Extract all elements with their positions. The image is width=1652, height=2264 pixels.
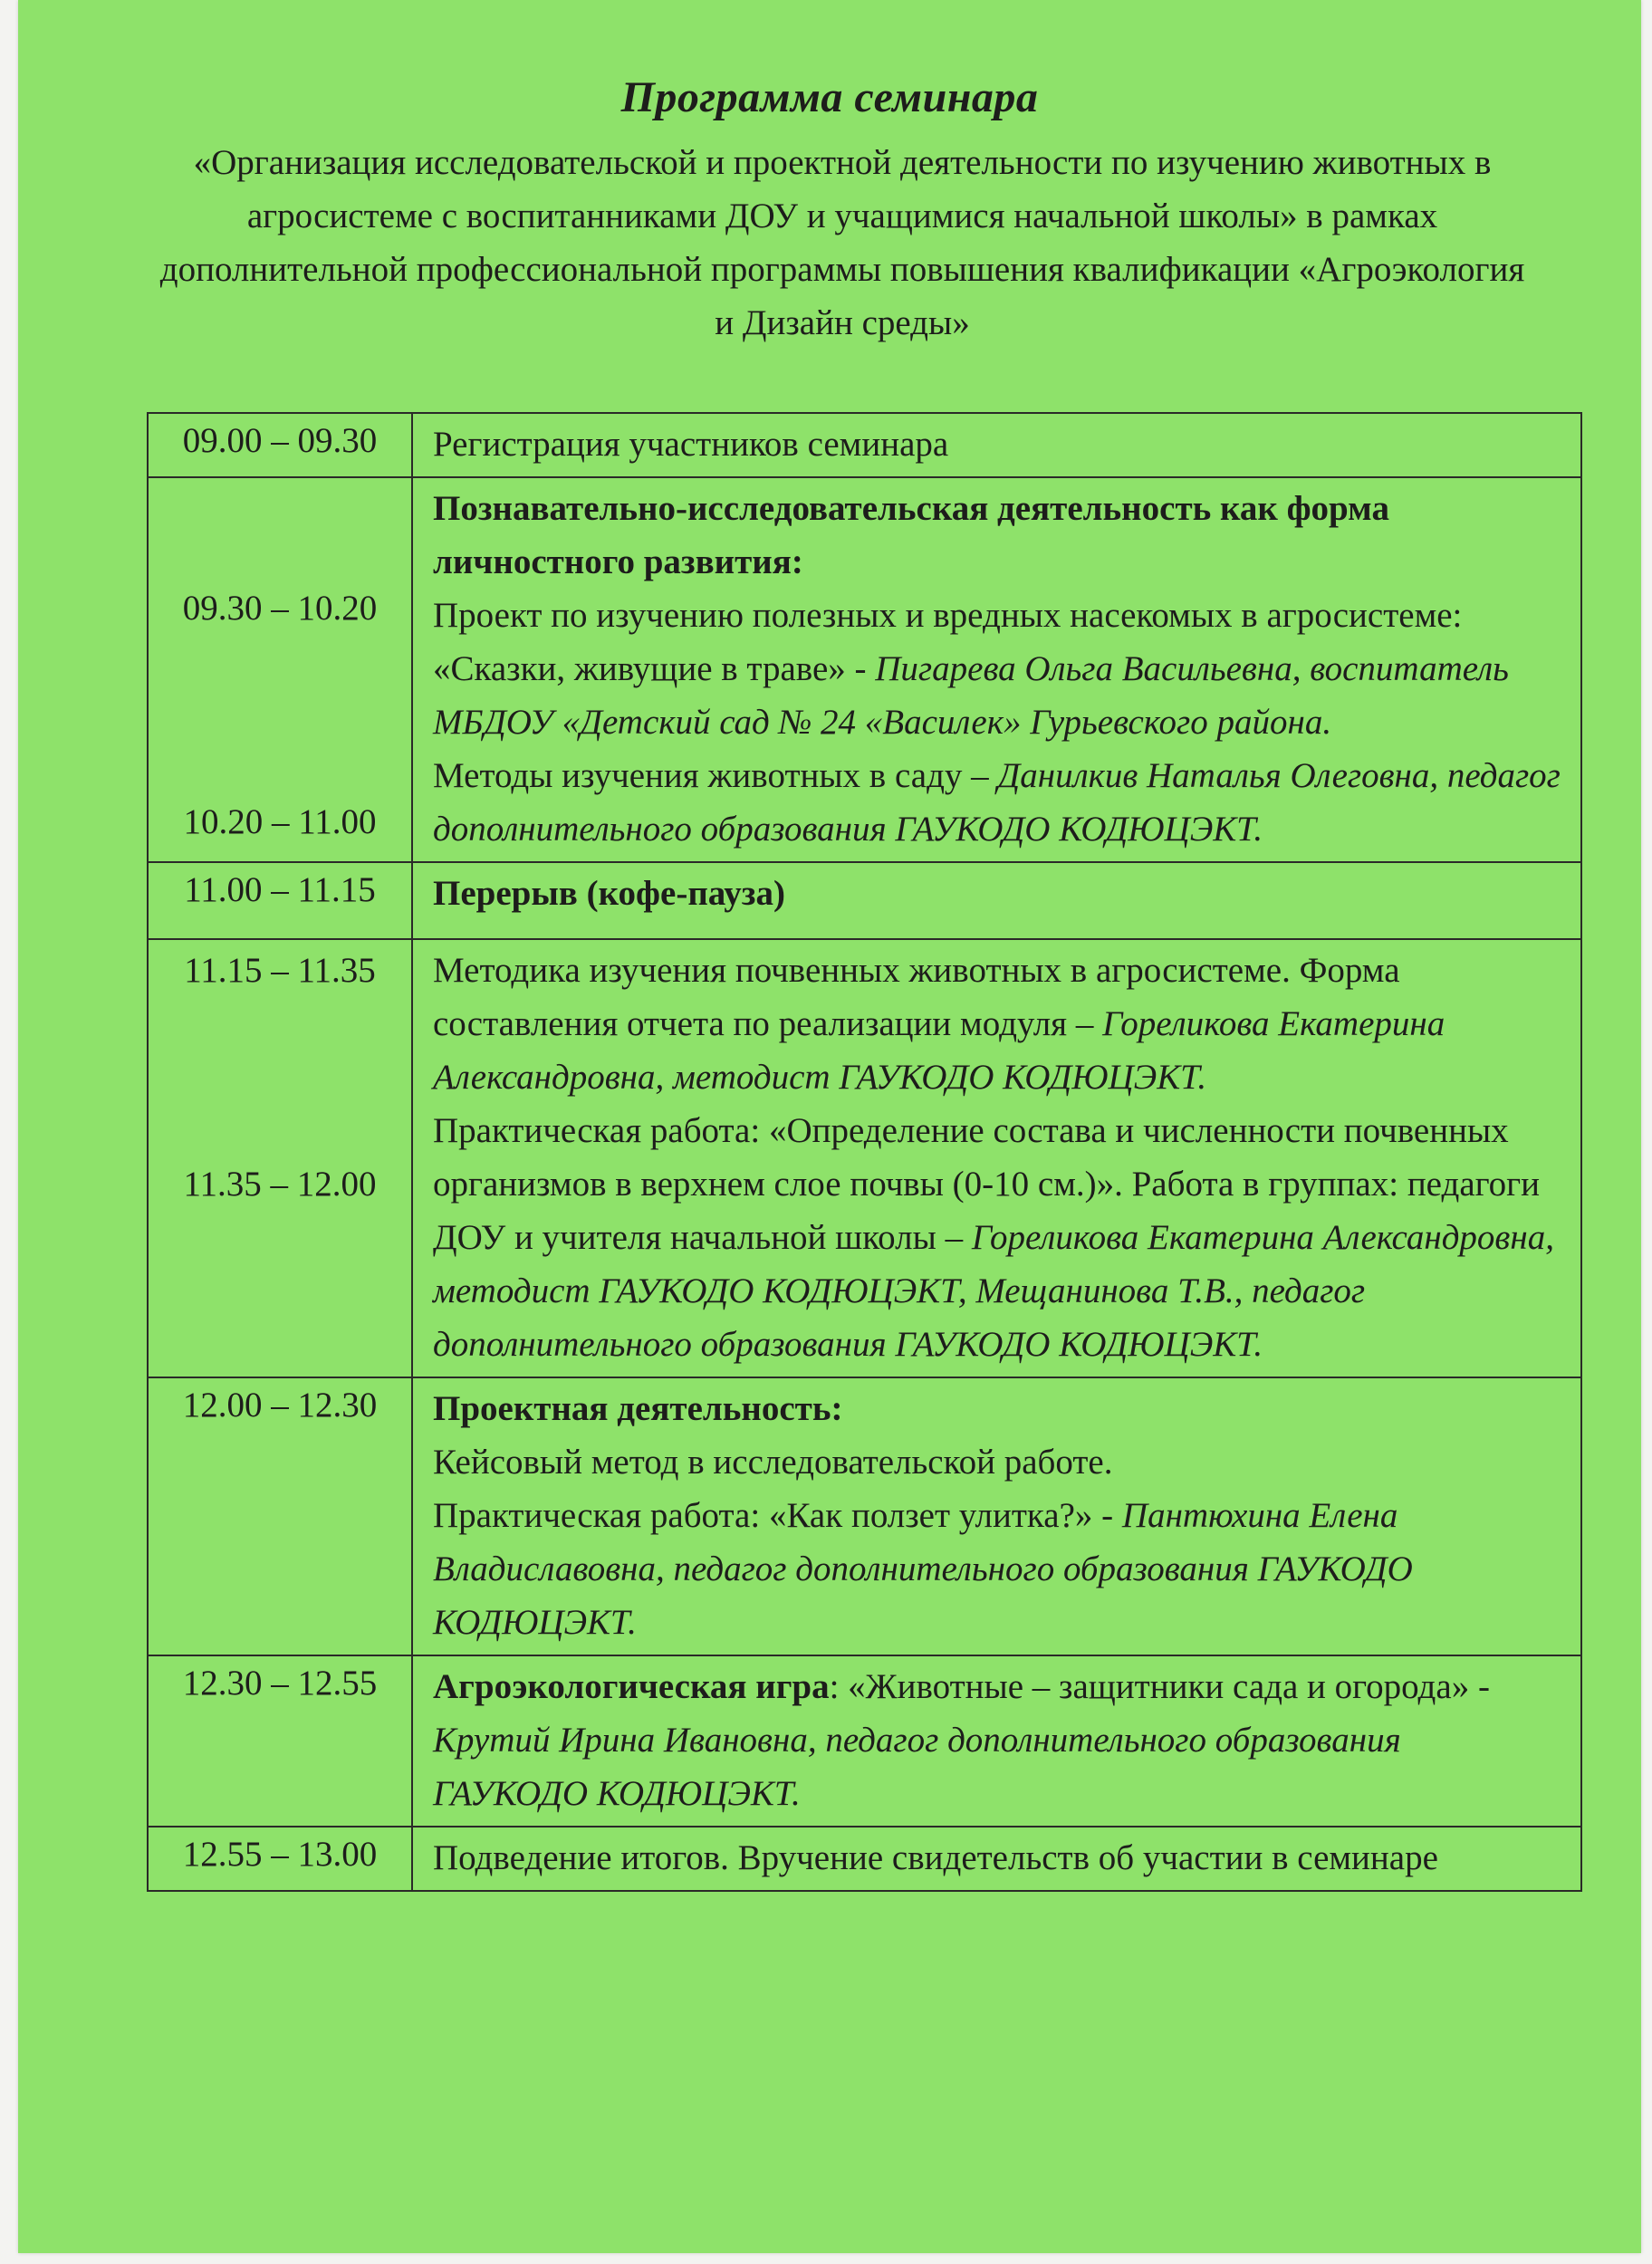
time-slot: 10.20 – 11.00 [183,802,377,841]
content-cell [412,413,1581,477]
session-heading: Познавательно-исследовательская деятельность как форма личностного развития: [433,489,1389,581]
session-speaker: - Пантюхина Елена Владиславовна, педагог дополнительного образования ГАУКОДО КОДЮЦЭКТ. [433,1496,1413,1642]
session-item-text: Методика изучения почвенных животных в агросистеме. Форма составления отчета по реализации модуля – [433,951,1400,1043]
time-slot: 12.30 – 12.55 [182,1664,378,1703]
session-text: Подведение итогов. Вручение свидетельств об участии в семинаре [433,1838,1438,1877]
time-cell [148,1827,412,1891]
session-item [433,1489,1564,1649]
table-row [148,939,1581,1377]
table-row [148,477,1581,862]
time-slot: 12.00 – 12.30 [182,1386,378,1425]
program-sheet [18,0,1641,2253]
time-slot: 09.30 – 10.20 [182,589,378,628]
session-heading: Проектная деятельность: [433,1389,843,1428]
time-cell [148,413,412,477]
session-item-text: Проект по изучению полезных и вредных насекомых в агросистеме: «Сказки, живущие в траве» [433,596,1463,688]
content-cell [412,1827,1581,1891]
session-heading: Агроэкологическая игра [433,1667,830,1706]
table-row [148,413,1581,477]
time-slot: 11.35 – 12.00 [183,1165,377,1204]
session-item-text: Практическая работа: «Определение состава и численности почвенных организмов в верхнем слое почвы (0-10 см.)». Работа в группах: педагоги ДОУ и учителя начальной школы [433,1111,1541,1257]
content-cell [412,477,1581,862]
table-row [148,1377,1581,1655]
session-item-text: Методы изучения животных в саду [433,756,972,795]
time-slot: 12.55 – 13.00 [182,1835,378,1874]
table-row [148,862,1581,939]
content-cell [412,1655,1581,1827]
document-subtitle: «Организация исследовательской и проектной деятельности по изучению животных в агросистеме с воспитанниками ДОУ и учащимися начальной школы» в рамках дополнительной профессиональной программы повышения квалификации «Агроэкология и Дизайн среды» [159,143,1525,342]
session-speaker: Гореликова Екатерина Александровна, методист ГАУКОДО КОДЮЦЭКТ. [433,1004,1446,1097]
session-item [433,749,1564,856]
content-cell [412,939,1581,1377]
session-speaker: – Гореликова Екатерина Александровна, методист ГАУКОДО КОДЮЦЭКТ, Мещанинова Т.В., педагог дополнительного образования ГАУКОДО КОДЮЦЭКТ. [433,1218,1554,1364]
time-cell [148,862,412,939]
session-heading: Перерыв (кофе-пауза) [433,874,785,913]
session-speaker: - Крутий Ирина Ивановна, педагог дополнительного образования ГАУКОДО КОДЮЦЭКТ. [433,1667,1490,1813]
time-slot: 11.15 – 11.35 [184,951,376,990]
time-slot: 11.00 – 11.15 [184,870,376,909]
session-item [433,944,1564,1104]
document-title: Программа семинара [620,73,1039,121]
table-row [148,1827,1581,1891]
session-item-text: : «Животные – защитники сада и огорода» [829,1667,1478,1706]
table-row [148,1655,1581,1827]
program-table [147,412,1582,1892]
time-cell [148,1377,412,1655]
time-cell [148,477,412,862]
session-line: Кейсовый метод в исследовательской работе. [433,1443,1113,1482]
time-cell [148,939,412,1377]
session-item [433,589,1564,749]
content-cell [412,862,1581,939]
session-item-text: Практическая работа: «Как ползет улитка?» [433,1496,1102,1535]
content-cell [412,1377,1581,1655]
session-item [433,1104,1564,1371]
session-speaker: – Данилкив Наталья Олеговна, педагог дополнительного образования ГАУКОДО КОДЮЦЭКТ. [433,756,1561,849]
session-text: Регистрация участников семинара [433,425,949,464]
time-cell [148,1655,412,1827]
session-speaker: - Пигарева Ольга Васильевна, воспитатель МБДОУ «Детский сад № 24 «Василек» Гурьевского района. [433,649,1509,742]
time-slot: 09.00 – 09.30 [182,421,378,460]
